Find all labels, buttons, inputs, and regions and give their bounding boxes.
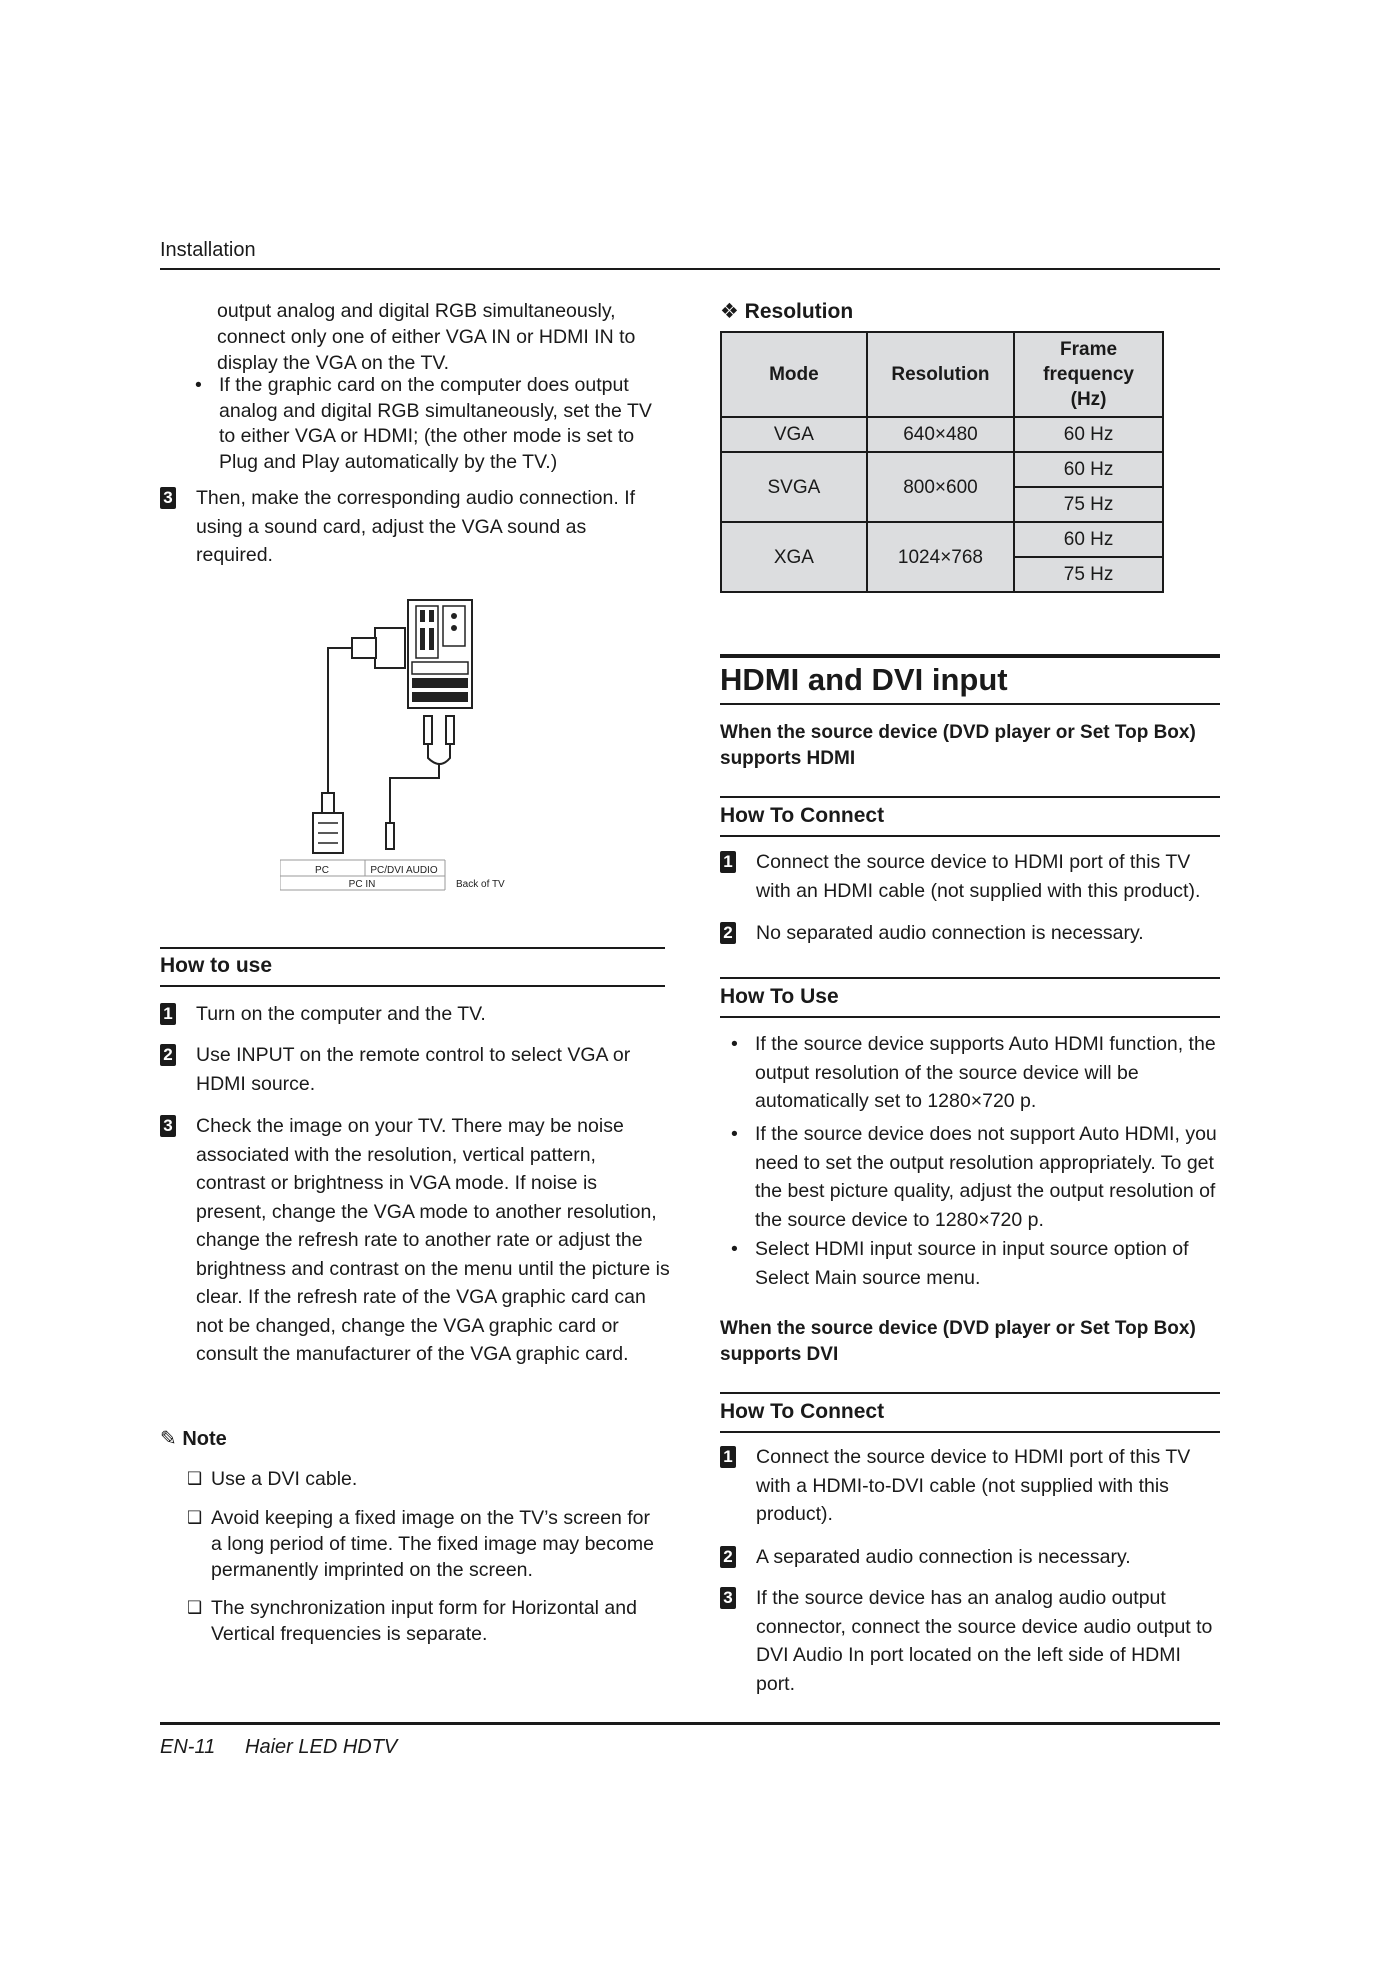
note-heading [160, 1425, 227, 1453]
bullet-dot: • [731, 1033, 738, 1055]
step-number: 3 [720, 1587, 736, 1609]
hdmi-top-rule [720, 654, 1220, 658]
header-resolution: Resolution [867, 332, 1014, 417]
how-to-use-top-rule [160, 947, 665, 949]
resolution-table [720, 331, 1164, 593]
intro-line-3: display the VGA on the TV. [217, 352, 449, 374]
use-top-rule [720, 977, 1220, 979]
section-header: Installation [160, 239, 256, 261]
step-number: 2 [720, 922, 736, 944]
bullet-dot: • [731, 1238, 738, 1260]
connect1-title: How To Connect [720, 804, 885, 827]
footer-rule [160, 1722, 1220, 1725]
connect2-title: How To Connect [720, 1400, 885, 1423]
table-row: VGA 640×480 60 Hz [721, 417, 1163, 452]
connect1-top-rule [720, 796, 1220, 798]
note-title: Note [182, 1428, 227, 1450]
checkbox-icon: ❑ [187, 1469, 203, 1488]
bullet-dot: • [195, 374, 202, 396]
connect2-top-rule [720, 1392, 1220, 1394]
intro-line-2: connect only one of either VGA IN or HDMI IN to [217, 326, 636, 348]
step-number: 3 [160, 487, 176, 509]
pc-tower [408, 600, 472, 708]
hdmi-title-rule [720, 703, 1220, 705]
label-back-of-tv: Back of TV [456, 879, 505, 890]
step-number: 2 [720, 1546, 736, 1568]
table-row: 75 Hz [721, 557, 1163, 592]
table-row: SVGA 800×600 60 Hz [721, 452, 1163, 487]
table-row: XGA 1024×768 60 Hz [721, 522, 1163, 557]
resolution-title: Resolution [744, 300, 854, 323]
intro-line-1: output analog and digital RGB simultaneously, [217, 300, 616, 322]
resolution-heading [720, 298, 853, 326]
header-rule [160, 268, 1220, 270]
pencil-icon: ✎ [160, 1428, 177, 1450]
bullet-dot: • [731, 1123, 738, 1145]
step-number: 1 [720, 851, 736, 873]
label-pc-in: PC IN [348, 879, 376, 890]
label-pc-dvi-audio: PC/DVI AUDIO [370, 865, 438, 876]
step-number: 2 [160, 1044, 176, 1066]
step-number: 1 [160, 1003, 176, 1025]
product-name: Haier LED HDTV [245, 1736, 398, 1758]
use-title: How To Use [720, 985, 839, 1008]
intro-paragraph [217, 297, 687, 375]
step-number: 1 [720, 1446, 736, 1468]
connect2-bottom-rule [720, 1431, 1220, 1433]
hdmi-source-subheading: When the source device (DVD player or Set Top Box) supports HDMI [720, 722, 1196, 769]
hdmi-section-title: HDMI and DVI input [720, 662, 1008, 697]
how-to-use-title: How to use [160, 954, 273, 977]
diamond-icon: ❖ [720, 300, 739, 323]
how-to-use-bottom-rule [160, 985, 665, 987]
connect1-bottom-rule [720, 835, 1220, 837]
table-row: 75 Hz [721, 487, 1163, 522]
header-mode: Mode [721, 332, 867, 417]
step-number: 3 [160, 1115, 176, 1137]
dvi-source-subheading: When the source device (DVD player or Set Top Box) supports DVI [720, 1318, 1196, 1365]
table-header-row [721, 332, 1163, 417]
checkbox-icon: ❑ [187, 1508, 203, 1527]
checkbox-icon: ❑ [187, 1598, 203, 1617]
label-pc: PC [315, 865, 329, 876]
page-number: EN-11 [160, 1736, 216, 1758]
pc-connection-diagram [280, 598, 510, 903]
use-bottom-rule [720, 1016, 1220, 1018]
header-frame-frequency: Frame frequency (Hz) [1014, 332, 1163, 417]
